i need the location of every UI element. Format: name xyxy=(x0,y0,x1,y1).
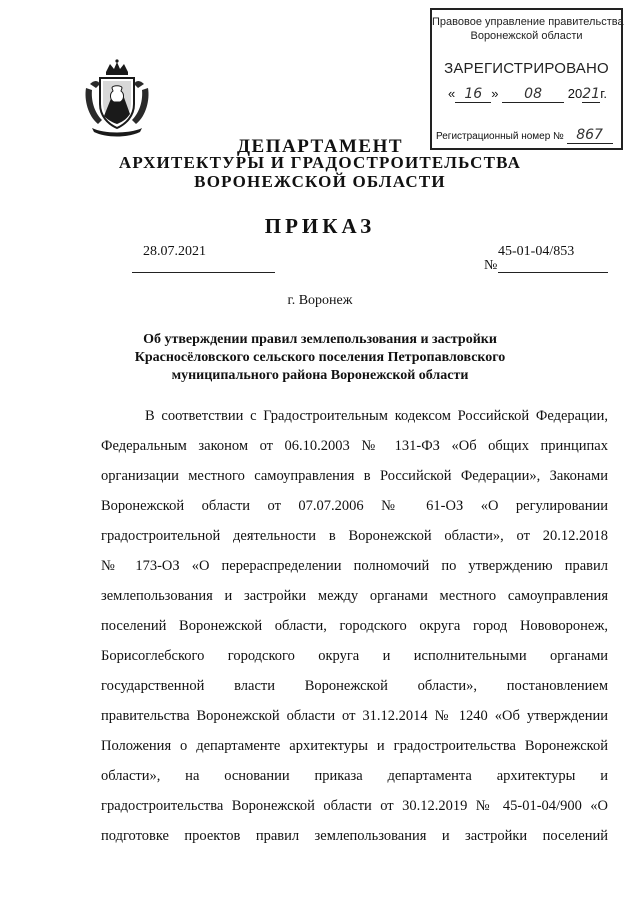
stamp-authority-line-1: Правовое управление правительства xyxy=(432,16,624,28)
body-line: поселений Воронежской области, городского округа город Нововоронеж, xyxy=(101,618,608,634)
body-line: подготовке проектов правил землепользования и застройки поселений xyxy=(101,828,608,844)
body-line: № 173-ОЗ «О перераспределении полномочий по утверждению правил xyxy=(101,558,608,574)
body-line: Воронежской области от 07.07.2006 № 61-ОЗ «О регулировании xyxy=(101,498,608,514)
department-title-line-3: ВОРОНЕЖСКОЙ ОБЛАСТИ xyxy=(194,172,446,191)
stamp-date-year-label: г. xyxy=(600,86,607,101)
registration-stamp xyxy=(430,8,623,150)
body-line: землепользования и застройки между органами местного самоуправления xyxy=(101,588,608,604)
department-title-line-1: ДЕПАРТАМЕНТ xyxy=(236,136,404,157)
body-line: организации местного самоуправления в Российской Федерации», Законами xyxy=(101,468,608,484)
document-city: г. Воронеж xyxy=(287,293,353,308)
number-underline xyxy=(498,272,608,273)
department-title-line-2: АРХИТЕКТУРЫ И ГРАДОСТРОИТЕЛЬСТВА xyxy=(118,153,522,172)
body-line: градостроительной деятельности в Воронежской области», от 20.12.2018 xyxy=(101,528,608,544)
document-title-line-1: Об утверждении правил землепользования и застройки xyxy=(143,332,497,347)
body-line: области», на основании приказа департамента архитектуры и xyxy=(101,768,608,784)
document-title-line-2: Красносёловского сельского поселения Петропавловского xyxy=(134,350,506,365)
document-type: ПРИКАЗ xyxy=(264,214,376,238)
stamp-registration-number: 867 xyxy=(567,127,613,144)
date-underline xyxy=(132,272,275,273)
stamp-date-day: 16 xyxy=(455,86,491,103)
body-line: правительства Воронежской области от 31.12.2014 № 1240 «Об утверждении xyxy=(101,708,608,724)
body-line: градостроительства Воронежской области от 30.12.2019 № 45-01-04/900 «О xyxy=(101,798,608,814)
document-title-line-3: муниципального района Воронежской области xyxy=(171,368,469,383)
stamp-date-year-prefix: 20 xyxy=(567,86,583,101)
stamp-authority-line-2: Воронежской области xyxy=(470,30,583,42)
document-number: 45-01-04/853 xyxy=(498,244,575,259)
document-date: 28.07.2021 xyxy=(143,244,206,259)
body-line: Федеральным законом от 06.10.2003 № 131-ФЗ «Об общих принципах xyxy=(101,438,608,454)
stamp-date-year-suffix: 21 xyxy=(582,86,601,102)
body-line: государственной власти Воронежской области», постановлением xyxy=(101,678,608,694)
stamp-date-line: « 16 » 08 2021г. xyxy=(448,86,607,102)
stamp-date-month: 08 xyxy=(502,86,564,103)
stamp-registration-label: Регистрационный номер № xyxy=(436,131,564,142)
body-line: Борисоглебского городского округа и исполнительными органами xyxy=(101,648,608,664)
stamp-registered-label: ЗАРЕГИСТРИРОВАНО xyxy=(444,60,609,77)
body-line: В соответствии с Градостроительным кодексом Российской Федерации, xyxy=(145,408,608,424)
body-line: Положения о департаменте архитектуры и градостроительства Воронежской xyxy=(101,738,608,754)
number-sign: № xyxy=(484,258,498,273)
coat-of-arms-emblem xyxy=(82,58,152,138)
